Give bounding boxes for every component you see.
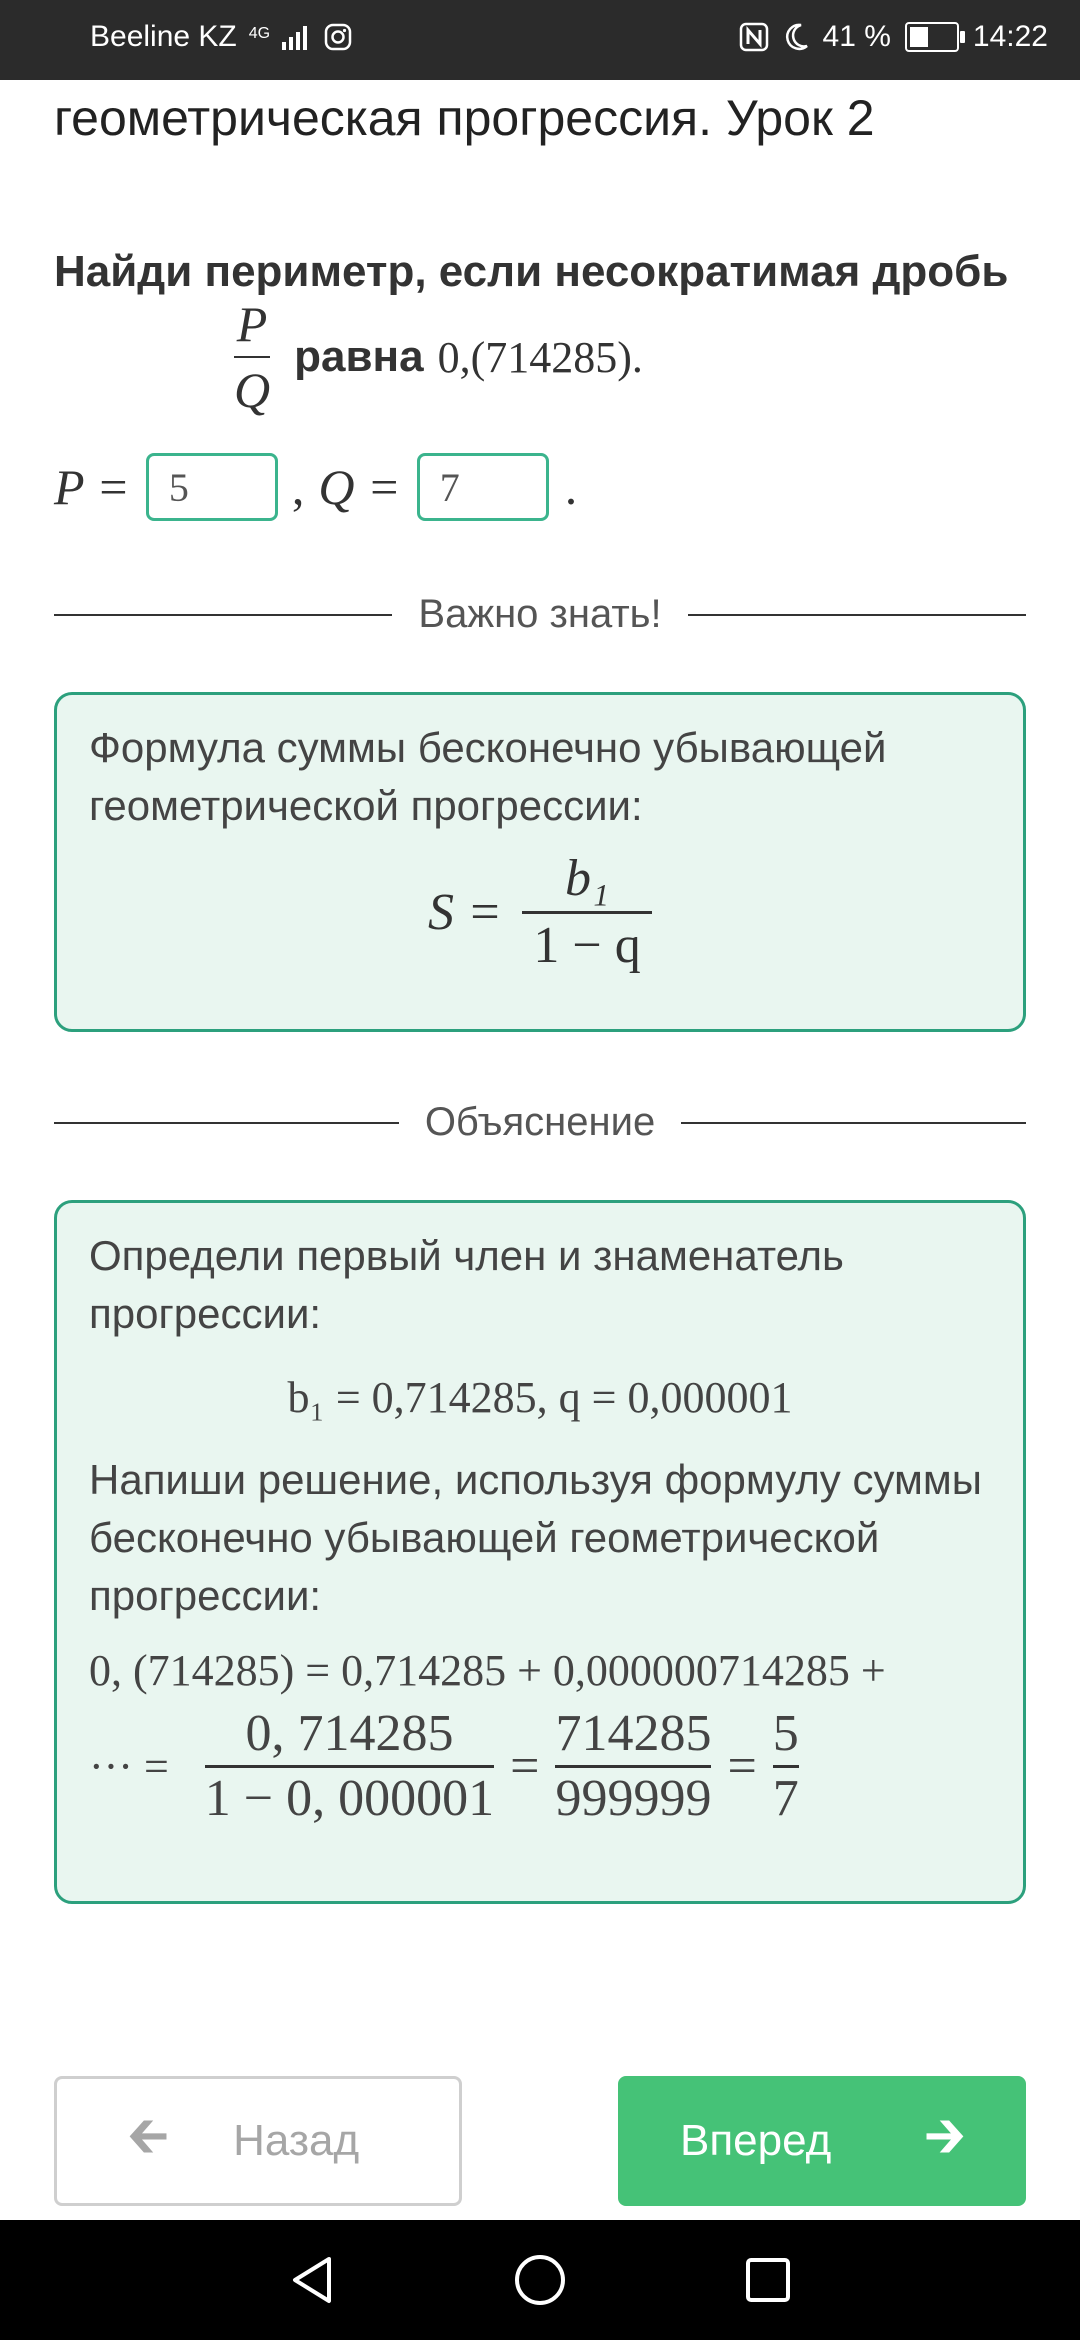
clock: 14:22	[972, 20, 1048, 53]
problem-text: Найди периметр, если несократимая дробь	[54, 247, 1009, 296]
nav-recents-icon[interactable]	[728, 2220, 808, 2340]
eq-sign-1: =	[510, 1737, 540, 1795]
formula-numerator: b₁	[565, 850, 610, 907]
explanation-eq-1: b₁ = 0,714285, q = 0,000001	[287, 1373, 793, 1422]
problem-fraction	[234, 296, 270, 418]
formula-left: S =	[427, 883, 503, 941]
eq-sign-2: =	[727, 1737, 757, 1795]
problem-value: 0,(714285).	[437, 332, 643, 382]
q-input[interactable]: 7	[417, 453, 549, 521]
moon-icon	[783, 22, 809, 52]
fraction-denominator: Q	[234, 362, 271, 418]
answer-separator: ,	[291, 459, 305, 515]
sum-formula	[89, 851, 991, 974]
important-box	[54, 692, 1026, 1032]
back-button[interactable]	[54, 2076, 462, 2206]
eq-fraction-1-den: 1 − 0, 000001	[204, 1770, 495, 1827]
p-label: P =	[54, 459, 130, 515]
status-bar	[0, 0, 1080, 80]
explanation-divider	[54, 1100, 1026, 1145]
nav-back-icon[interactable]	[272, 2220, 352, 2340]
battery-percent: 41 %	[822, 20, 891, 53]
explanation-box	[54, 1200, 1026, 1904]
instagram-icon	[324, 23, 352, 51]
fraction-numerator: P	[236, 296, 268, 352]
formula-fraction	[522, 851, 652, 974]
answer-row	[54, 450, 577, 524]
explanation-text-1: Определи первый член и знаменатель прогрессии:	[89, 1232, 844, 1337]
eq-fraction-1	[205, 1707, 494, 1826]
problem-fraction-line	[54, 296, 1054, 418]
formula-denominator: 1 − q	[533, 917, 641, 974]
explanation-heading: Объяснение	[424, 1100, 656, 1144]
arrow-left-icon: 🡰	[127, 2106, 170, 2165]
problem-statement	[54, 242, 1054, 302]
battery-icon	[905, 22, 959, 52]
status-right	[739, 20, 1048, 54]
p-input[interactable]: 5	[146, 453, 278, 521]
important-divider	[54, 592, 1026, 637]
eq-fraction-2-num: 714285	[555, 1705, 712, 1762]
next-button-label: Вперед	[680, 2116, 832, 2165]
answer-end: .	[564, 459, 578, 515]
eq-fraction-3-num: 5	[772, 1705, 799, 1762]
q-label: Q =	[318, 459, 401, 515]
eq-fraction-2	[555, 1707, 711, 1826]
nav-home-icon[interactable]	[500, 2220, 580, 2340]
nfc-icon	[739, 22, 769, 52]
important-heading: Важно знать!	[418, 592, 662, 636]
carrier-label: Beeline KZ	[90, 20, 237, 53]
system-nav-bar	[0, 2220, 1080, 2340]
signal-icon	[282, 24, 312, 50]
eq-start: ··· =	[89, 1741, 169, 1791]
explanation-eq-2-line-1: 0, (714285) = 0,714285 + 0,000000714285 +	[89, 1646, 886, 1695]
eq-fraction-3	[773, 1707, 799, 1826]
problem-line-1	[54, 242, 1054, 302]
network-type: 4G	[248, 25, 271, 42]
status-left	[90, 20, 352, 54]
eq-fraction-3-den: 7	[772, 1770, 799, 1827]
important-text: Формула суммы бесконечно убывающей геометрической прогрессии:	[89, 724, 887, 829]
lesson-title: геометрическая прогрессия. Урок 2	[54, 90, 875, 146]
next-button[interactable]	[618, 2076, 1026, 2206]
eq-fraction-1-num: 0, 714285	[245, 1705, 454, 1762]
explanation-text-2: Напиши решение, используя формулу суммы бесконечно убывающей геометрической прогрессии:	[89, 1456, 982, 1619]
eq-fraction-2-den: 999999	[555, 1770, 712, 1827]
problem-text-after: равна	[294, 332, 424, 381]
explanation-eq-2-line-2	[89, 1707, 991, 1826]
back-button-label: Назад	[233, 2116, 360, 2165]
arrow-right-icon: 🡲	[923, 2106, 966, 2165]
